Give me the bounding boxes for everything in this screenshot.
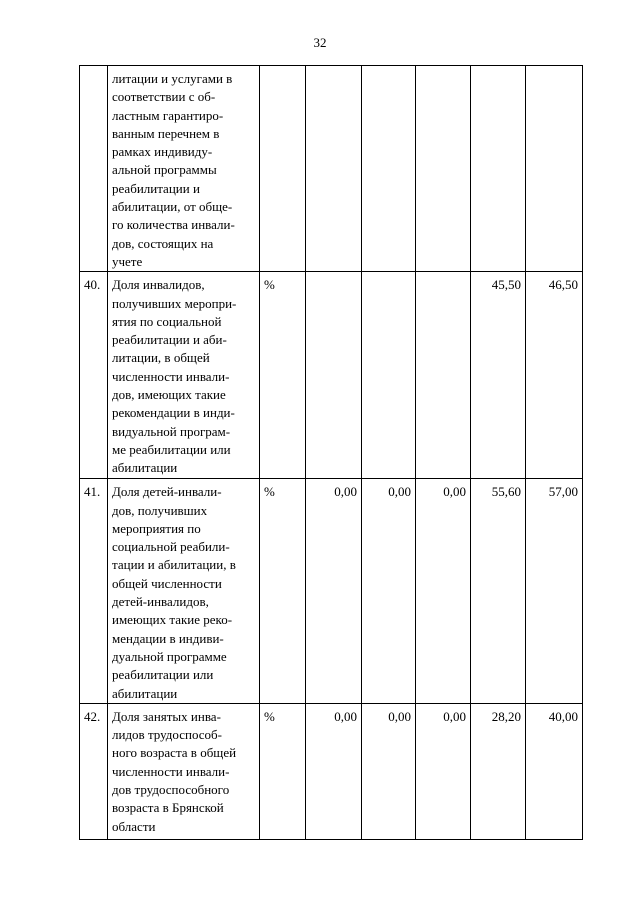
value-cell-1 bbox=[306, 272, 362, 479]
unit-cell: % bbox=[260, 272, 306, 479]
value-cell-4: 45,50 bbox=[471, 272, 526, 479]
row-number bbox=[80, 66, 108, 272]
value-cell-2: 0,00 bbox=[362, 703, 416, 839]
table-row bbox=[80, 703, 583, 839]
value-cell-5: 40,00 bbox=[526, 703, 583, 839]
value-cell-3: 0,00 bbox=[416, 703, 471, 839]
indicators-table bbox=[79, 65, 583, 840]
value-cell-1: 0,00 bbox=[306, 479, 362, 704]
row-number: 40. bbox=[80, 272, 108, 479]
indicator-name bbox=[108, 66, 260, 272]
value-cell-2: 0,00 bbox=[362, 479, 416, 704]
indicator-name-text: Доля занятых инва- лидов трудоспособ- ного возраста в общей численности инвали- дов трудоспособного возраста в Брянской области bbox=[112, 708, 237, 834]
indicator-name bbox=[108, 479, 260, 704]
indicator-name bbox=[108, 703, 260, 839]
value-cell-3: 0,00 bbox=[416, 479, 471, 704]
value-cell-3 bbox=[416, 66, 471, 272]
page-number: 32 bbox=[313, 35, 327, 50]
value-cell-1: 0,00 bbox=[306, 703, 362, 839]
value-cell-2 bbox=[362, 66, 416, 272]
unit-cell bbox=[260, 66, 306, 272]
value-cell-4: 28,20 bbox=[471, 703, 526, 839]
value-cell-3 bbox=[416, 272, 471, 479]
table-row bbox=[80, 479, 583, 704]
indicator-name-text: Доля инвалидов, получивших меропри- ятия по социальной реабилитации и аби- литации, в общей численности инвали- дов, имеющих такие рекомендации в инди- видуальной програм- ме реабилитации или абилитации bbox=[112, 277, 237, 476]
value-cell-4 bbox=[471, 66, 526, 272]
row-number: 41. bbox=[80, 479, 108, 704]
value-cell-5 bbox=[526, 66, 583, 272]
value-cell-5: 57,00 bbox=[526, 479, 583, 704]
unit-cell: % bbox=[260, 479, 306, 704]
row-number: 42. bbox=[80, 703, 108, 839]
unit-cell: % bbox=[260, 703, 306, 839]
value-cell-5: 46,50 bbox=[526, 272, 583, 479]
table-row bbox=[80, 272, 583, 479]
value-cell-4: 55,60 bbox=[471, 479, 526, 704]
indicator-name-text: литации и услугами в соответствии с об- ластным гарантиро- ванным перечнем в рамках индивиду- альной программы реабилитации и абилитации, от обще- го количества инвали- дов, состоящих на учете bbox=[112, 71, 235, 269]
indicator-name-text: Доля детей-инвали- дов, получивших мероприятия по социальной реабили- тации и абилитации, в общей численности детей-инвалидов, имеющих такие реко- мендации в индиви- дуальной программе реабилитации или абилитации bbox=[112, 484, 236, 701]
table-row bbox=[80, 66, 583, 272]
indicator-name bbox=[108, 272, 260, 479]
value-cell-2 bbox=[362, 272, 416, 479]
value-cell-1 bbox=[306, 66, 362, 272]
